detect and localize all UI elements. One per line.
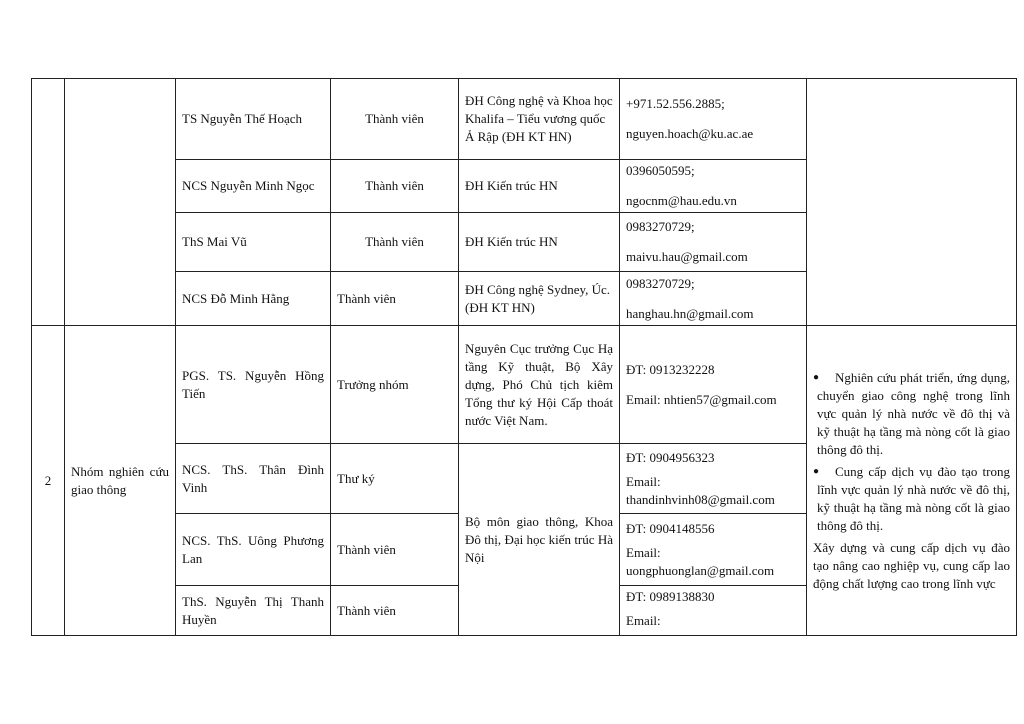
members-table <box>31 78 1017 636</box>
member-email: thandinhvinh08@gmail.com <box>626 491 775 507</box>
member-unit: Nguyên Cục trưởng Cục Hạ tầng Kỹ thuật, Bộ Xây dựng, Phó Chủ tịch kiêm Tổng thư ký Hội Cấp thoát nước Việt Nam. <box>459 326 620 444</box>
desc-bullet <box>813 369 1010 459</box>
member-contact <box>620 79 807 160</box>
group-number: 2 <box>32 326 65 636</box>
member-contact <box>620 514 807 586</box>
member-email: Email: nhtien57@gmail.com <box>626 391 777 407</box>
member-unit: ĐH Kiến trúc HN <box>459 213 620 272</box>
member-email-label: Email: <box>626 613 661 628</box>
member-contact <box>620 444 807 514</box>
member-name: NCS. ThS. Thân Đình Vinh <box>176 444 331 514</box>
shared-unit: Bộ môn giao thông, Khoa Đô thị, Đại học kiến trúc Hà Nội <box>459 444 620 636</box>
member-phone: +971.52.556.2885; <box>626 96 725 111</box>
member-phone: 0983270729; <box>626 275 695 291</box>
member-role: Thành viên <box>331 79 459 160</box>
member-phone: 0396050595; <box>626 163 695 178</box>
member-email: hanghau.hn@gmail.com <box>626 305 754 321</box>
bullet-icon: ● <box>813 465 820 477</box>
member-role: Thành viên <box>331 514 459 586</box>
stt-cell-empty <box>32 79 65 326</box>
member-email: maivu.hau@gmail.com <box>626 249 748 264</box>
member-name: ThS Mai Vũ <box>176 213 331 272</box>
member-role: Thành viên <box>331 586 459 636</box>
member-name: TS Nguyễn Thế Hoạch <box>176 79 331 160</box>
member-contact <box>620 326 807 444</box>
member-contact <box>620 586 807 636</box>
member-phone: 0983270729; <box>626 219 695 234</box>
member-unit: ĐH Công nghệ Sydney, Úc. (ĐH KT HN) <box>459 272 620 326</box>
member-email-label: Email: <box>626 544 661 560</box>
member-role: Thành viên <box>331 213 459 272</box>
member-name: PGS. TS. Nguyễn Hồng Tiến <box>176 326 331 444</box>
member-email-label: Email: <box>626 473 661 489</box>
member-contact <box>620 213 807 272</box>
member-phone: ĐT: 0904956323 <box>626 449 715 465</box>
member-role: Thành viên <box>331 160 459 213</box>
group-name: Nhóm nghiên cứu giao thông <box>65 326 176 636</box>
member-name: NCS Đỗ Minh Hằng <box>176 272 331 326</box>
table-row <box>32 326 1017 444</box>
member-email: nguyen.hoach@ku.ac.ae <box>626 126 754 141</box>
group-description <box>807 326 1017 636</box>
group-cell-empty <box>65 79 176 326</box>
bullet-icon: ● <box>813 371 820 383</box>
table-row <box>32 79 1017 160</box>
member-email: ngocnm@hau.edu.vn <box>626 193 737 208</box>
member-role: Thành viên <box>331 272 459 326</box>
member-unit: ĐH Công nghệ và Khoa học Khalifa – Tiểu vương quốc Ả Rập (ĐH KT HN) <box>459 79 620 160</box>
desc-cell-empty <box>807 79 1017 326</box>
member-role: Trưởng nhóm <box>331 326 459 444</box>
desc-bullet-text: Cung cấp dịch vụ đào tạo trong lĩnh vực quản lý nhà nước về đô thị, kỹ thuật hạ tầng mà nòng cốt là giao thông đô thị. <box>817 463 1010 533</box>
member-name: NCS Nguyễn Minh Ngọc <box>176 160 331 213</box>
member-phone: ĐT: 0904148556 <box>626 520 715 536</box>
desc-bullet-text: Nghiên cứu phát triển, ứng dụng, chuyển giao công nghệ trong lĩnh vực quản lý nhà nước về đô thị và kỹ thuật hạ tầng mà nòng cốt là giao thông đô thị. <box>817 369 1010 457</box>
member-name: ThS. Nguyễn Thị Thanh Huyền <box>176 586 331 636</box>
member-unit: ĐH Kiến trúc HN <box>459 160 620 213</box>
member-phone: ĐT: 0989138830 <box>626 589 715 604</box>
member-email: uongphuonglan@gmail.com <box>626 562 775 578</box>
member-contact <box>620 272 807 326</box>
member-phone: ĐT: 0913232228 <box>626 361 715 377</box>
member-contact <box>620 160 807 213</box>
desc-bullet <box>813 463 1010 535</box>
desc-paragraph: Xây dựng và cung cấp dịch vụ đào tạo nâng cao nghiệp vụ, cung cấp lao động chất lượng cao trong lĩnh vực <box>813 539 1010 591</box>
member-role: Thư ký <box>331 444 459 514</box>
member-name: NCS. ThS. Uông Phương Lan <box>176 514 331 586</box>
